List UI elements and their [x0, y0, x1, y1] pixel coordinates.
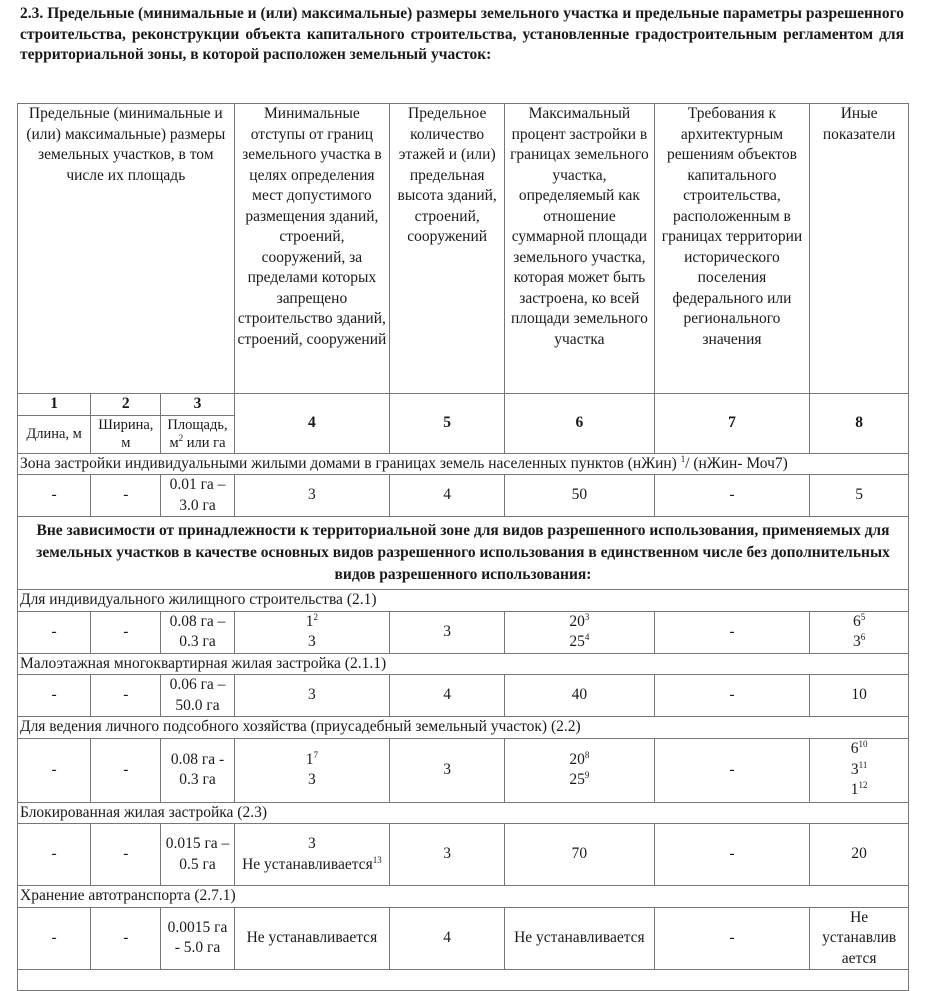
cell-architecture: -	[654, 907, 810, 970]
use-type-title: Блокированная жилая застройка (2.3)	[18, 802, 909, 824]
band-note: Вне зависимости от принадлежности к территориальной зоне для видов разрешенного использования, применяемых для земельных участков в качестве основных видов разрешенного использования в единственном числе без дополнительных видов разрешенного использования:	[18, 517, 909, 590]
header-max-floors: Предельное количество этажей и (или) предельная высота зданий, строений, сооружений	[390, 104, 505, 394]
cell-length: -	[18, 675, 91, 717]
cell-other-line	[812, 844, 906, 865]
cell-other-line	[812, 760, 906, 781]
footnote-ref: 8	[584, 749, 590, 760]
cell-architecture: -	[654, 824, 810, 886]
cell-coverage-line	[507, 750, 652, 771]
cell-architecture: -	[654, 611, 810, 653]
cell-other-line	[812, 685, 906, 706]
cell-architecture: -	[654, 738, 810, 802]
cell-setbacks-line	[237, 632, 388, 653]
footnote-ref: 12	[858, 780, 868, 791]
footnote-ref: 13	[372, 854, 382, 865]
header-other-indicators: Иные показатели	[810, 104, 909, 394]
cell-floors: 3	[390, 611, 505, 653]
value: 3	[850, 760, 859, 778]
zone-values-row	[18, 475, 909, 517]
value: 3	[308, 633, 316, 650]
cell-width: -	[91, 675, 161, 717]
cell-coverage-line	[507, 928, 652, 949]
col-number-4: 4	[234, 394, 390, 454]
subheader-length: Длина, м	[18, 415, 91, 453]
footnote-ref: 6	[860, 631, 866, 642]
col-number-8: 8	[810, 394, 909, 454]
cell-other-line	[812, 632, 906, 653]
cell-width: -	[91, 611, 161, 653]
value: 20	[851, 845, 867, 863]
cell-coverage	[505, 907, 655, 970]
zone-title-row	[18, 453, 909, 475]
cell-width: -	[91, 907, 161, 970]
col-number-2: 2	[91, 394, 161, 416]
zone-title-text: Зона застройки индивидуальными жилыми домами в границах земель населенных пунктов (нЖин)	[20, 454, 681, 472]
value: 3	[308, 686, 316, 704]
footnote-ref: 11	[858, 759, 868, 770]
value: 1	[850, 781, 859, 799]
footnote-ref: 2	[313, 611, 319, 622]
cell-other-line	[812, 612, 906, 633]
cell-other-line	[812, 780, 906, 801]
cell-setbacks-line	[237, 855, 388, 876]
next-row-partial	[18, 970, 909, 991]
cell-other-line	[812, 739, 906, 760]
cell-other	[810, 675, 909, 717]
section-heading: 2.3. Предельные (минимальные и (или) максимальные) размеры земельного участка и предельные параметры разрешенного строительства, реконструкции объекта капитального строительства, установленные градостроительным регламентом для территориальной зоны, в которой расположен земельный участок:	[20, 5, 904, 63]
cell-length: -	[18, 611, 91, 653]
superscript: 2	[178, 433, 184, 444]
cell-floors: 4	[390, 907, 505, 970]
use-type-title: Хранение автотранспорта (2.7.1)	[18, 886, 909, 908]
footnote-ref: 4	[584, 631, 590, 642]
value: 3	[308, 771, 316, 788]
subheader-area-text: Площадь, м	[167, 417, 228, 451]
cell-setbacks	[234, 824, 390, 886]
col-number-3: 3	[161, 394, 234, 416]
cell-setbacks: 3	[234, 475, 390, 517]
cell-setbacks-line	[237, 928, 388, 949]
cell-coverage	[505, 824, 655, 886]
cell-floors: 4	[390, 475, 505, 517]
col-number-7: 7	[654, 394, 810, 454]
footnote-ref: 3	[584, 611, 590, 622]
use-type-values-row	[18, 907, 909, 970]
cell-other	[810, 907, 909, 970]
cell-other	[810, 824, 909, 886]
cell-other	[810, 611, 909, 653]
cell-area: 0.015 га – 0.5 га	[161, 824, 234, 886]
cell-coverage-line	[507, 770, 652, 791]
value: 20	[569, 612, 585, 630]
value: 70	[571, 845, 588, 863]
col-number-1: 1	[18, 394, 91, 416]
band-row	[18, 517, 909, 590]
cell-setbacks-line	[237, 834, 388, 855]
cell-length: -	[18, 475, 91, 517]
footnote-ref: 1	[680, 453, 686, 464]
cell-setbacks	[234, 611, 390, 653]
value: Не устанавливается	[242, 855, 373, 873]
value: Не устанавливается	[246, 929, 378, 946]
cell-coverage-line	[507, 632, 652, 653]
cell-architecture: -	[654, 475, 810, 517]
subheader-area-unit: или га	[183, 435, 226, 451]
cell-setbacks-line	[237, 770, 388, 791]
cell-area: 0.08 га - 0.3 га	[161, 738, 234, 802]
col-number-5: 5	[390, 394, 505, 454]
subheader-area	[161, 415, 234, 453]
header-min-setbacks: Минимальные отступы от границ земельного участка в целях определения мест допустимого размещения зданий, строений, сооружений, за пределами которых запрещено строительство зданий, строений, сооружений	[234, 104, 390, 394]
use-type-title-row	[18, 717, 909, 739]
zone-title	[18, 453, 909, 475]
cell-setbacks-line	[237, 612, 388, 633]
value: 20	[569, 750, 585, 768]
use-type-values-row	[18, 611, 909, 653]
use-type-title-row	[18, 590, 909, 612]
cell-coverage: 50	[505, 475, 655, 517]
value: Не устанавлив ается	[822, 908, 897, 967]
use-type-values-row	[18, 824, 909, 886]
cell-length: -	[18, 824, 91, 886]
header-max-coverage: Максимальный процент застройки в границах земельного участка, определяемый как отношение суммарной площади земельного участка, которая может быть застроена, ко всей площади земельного участка	[505, 104, 655, 394]
cell-coverage-line	[507, 685, 652, 706]
cell-floors: 3	[390, 824, 505, 886]
use-type-title-row	[18, 653, 909, 675]
value: 3	[853, 633, 861, 650]
use-type-title: Малоэтажная многоквартирная жилая застройка (2.1.1)	[18, 653, 909, 675]
footnote-ref: 10	[858, 739, 868, 750]
value: 6	[853, 612, 861, 630]
cell-coverage-line	[507, 612, 652, 633]
regulations-table	[17, 103, 909, 991]
column-numbers-row	[18, 394, 909, 416]
cell-architecture: -	[654, 675, 810, 717]
cell-width: -	[91, 475, 161, 517]
cell-length: -	[18, 907, 91, 970]
cell-coverage-line	[507, 844, 652, 865]
cell-area: 0.06 га – 50.0 га	[161, 675, 234, 717]
value: 6	[850, 740, 859, 758]
cell-width: -	[91, 824, 161, 886]
table-header-row	[18, 104, 909, 394]
value: Не устанавливается	[514, 929, 645, 946]
cell-coverage	[505, 611, 655, 653]
value: 25	[569, 771, 585, 788]
cell-setbacks	[234, 738, 390, 802]
value: 25	[569, 633, 585, 650]
use-type-title-row	[18, 886, 909, 908]
cell-other	[810, 738, 909, 802]
cell-setbacks	[234, 907, 390, 970]
cell-setbacks	[234, 675, 390, 717]
footnote-ref: 9	[584, 769, 590, 780]
value: 40	[571, 686, 588, 704]
cell-floors: 3	[390, 738, 505, 802]
header-plot-sizes: Предельные (минимальные и (или) максимальные) размеры земельных участков, в том числе их площадь	[18, 104, 235, 394]
cell-area: 0.08 га – 0.3 га	[161, 611, 234, 653]
use-type-title: Для индивидуального жилищного строительства (2.1)	[18, 590, 909, 612]
use-type-title: Для ведения личного подсобного хозяйства (приусадебный земельный участок) (2.2)	[18, 717, 909, 739]
header-architectural-requirements: Требования к архитектурным решениям объектов капитального строительства, расположенным в границах территории исторического поселения федерального или регионального значения	[654, 104, 810, 394]
zone-code: / (нЖин- Моч7)	[685, 454, 788, 472]
cell-setbacks-line	[237, 685, 388, 706]
cell-setbacks-line	[237, 750, 388, 771]
cell-area: 0.0015 га - 5.0 га	[161, 907, 234, 970]
use-type-title-row	[18, 802, 909, 824]
use-type-values-row	[18, 738, 909, 802]
footnote-ref: 7	[313, 749, 319, 760]
cell-other: 5	[810, 475, 909, 517]
cell-length: -	[18, 738, 91, 802]
next-row-cell	[18, 970, 909, 991]
value: 3	[308, 835, 316, 852]
cell-area: 0.01 га – 3.0 га	[161, 475, 234, 517]
cell-floors: 4	[390, 675, 505, 717]
cell-coverage	[505, 738, 655, 802]
footnote-ref: 5	[860, 611, 866, 622]
use-type-values-row	[18, 675, 909, 717]
col-number-6: 6	[505, 394, 655, 454]
cell-width: -	[91, 738, 161, 802]
value: 1	[305, 612, 314, 630]
value: 1	[305, 750, 314, 768]
subheader-width: Ширина, м	[91, 415, 161, 453]
value: 10	[851, 686, 867, 704]
cell-coverage	[505, 675, 655, 717]
